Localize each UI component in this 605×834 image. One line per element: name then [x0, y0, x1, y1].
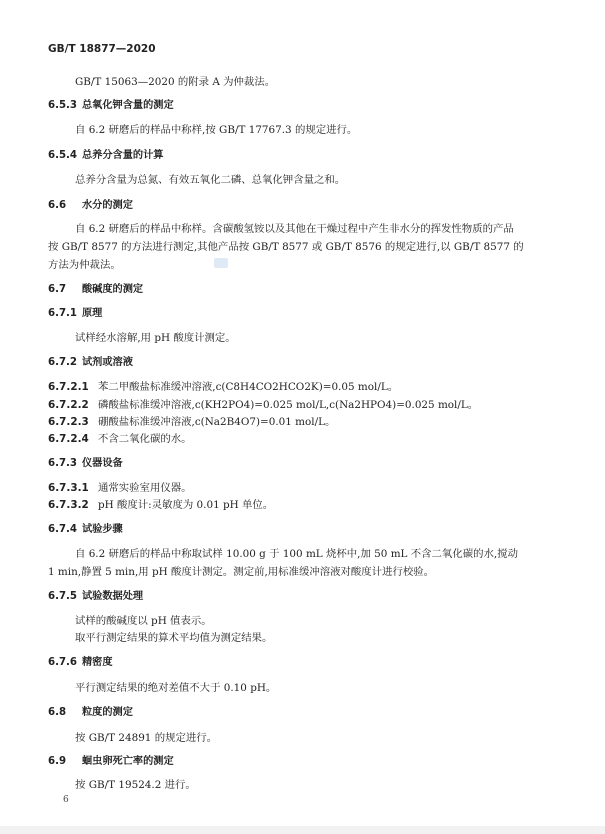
section-title: 总氧化钾含量的测定	[82, 100, 174, 111]
section-heading	[48, 356, 133, 370]
list-item	[48, 432, 192, 446]
section-title: 仪器设备	[82, 458, 123, 469]
item-text: 不含二氧化碳的水。	[98, 433, 192, 445]
list-item	[48, 415, 335, 429]
body-text: GB/T 15063—2020 的附录 A 为仲裁法。	[75, 76, 276, 88]
section-heading	[48, 656, 113, 670]
item-number: 6.7.3.1	[48, 482, 89, 494]
section-number: 6.7.2	[48, 357, 78, 368]
page-number: 6	[63, 795, 69, 805]
section-number: 6.5.3	[48, 100, 78, 111]
section-number: 6.7.3	[48, 458, 78, 469]
item-number: 6.7.3.2	[48, 499, 89, 511]
section-number: 6.7.1	[48, 308, 78, 319]
list-item	[48, 481, 192, 495]
section-title: 总养分含量的计算	[82, 150, 164, 161]
section-heading	[48, 457, 123, 471]
body-text-line: 取平行测定结果的算术平均值为测定结果。	[75, 632, 273, 644]
body-text-line: 自 6.2 研磨后的样品中称取试样 10.00 g 于 100 mL 烧杯中,加 50 mL 不含二氧化碳的水,搅动	[75, 548, 518, 560]
body-text-line: 方法为仲裁法。	[48, 259, 121, 271]
section-heading	[48, 283, 143, 297]
item-text: pH 酸度计:灵敏度为 0.01 pH 单位。	[98, 499, 274, 511]
section-number: 6.8	[48, 707, 67, 718]
body-text: 试样经水溶解,用 pH 酸度计测定。	[75, 332, 236, 344]
body-text-line: 自 6.2 研磨后的样品中称样。含碳酸氢铵以及其他在干燥过程中产生非水分的挥发性物质的产品	[75, 223, 514, 235]
section-number: 6.7.4	[48, 524, 78, 535]
section-number: 6.7.5	[48, 591, 78, 602]
scan-mark	[214, 258, 228, 268]
list-item	[48, 498, 273, 512]
body-text-line: 试样的酸碱度以 pH 值表示。	[75, 615, 212, 627]
section-title: 酸碱度的测定	[82, 284, 144, 295]
item-number: 6.7.2.2	[48, 399, 89, 411]
section-title: 蛔虫卵死亡率的测定	[82, 756, 174, 767]
item-text: 通常实验室用仪器。	[98, 482, 192, 494]
section-heading	[48, 149, 164, 163]
section-number: 6.7.6	[48, 657, 78, 668]
body-text: 自 6.2 研磨后的样品中称样,按 GB/T 17767.3 的规定进行。	[75, 124, 358, 136]
item-number: 6.7.2.4	[48, 433, 89, 445]
body-text: 总养分含量为总氮、有效五氧化二磷、总氧化钾含量之和。	[75, 174, 346, 186]
section-title: 精密度	[82, 657, 113, 668]
item-text: 磷酸盐标准缓冲溶液,c(KH2PO4)=0.025 mol/L,c(Na2HPO4)=0.025 mol/L。	[98, 399, 479, 411]
page-bottom-edge	[0, 826, 605, 834]
body-text-line: 1 min,静置 5 min,用 pH 酸度计测定。测定前,用标准缓冲溶液对酸度计进行校验。	[48, 566, 435, 578]
body-text: 平行测定结果的绝对差值不大于 0.10 pH。	[75, 682, 277, 694]
item-text: 硼酸盐标准缓冲溶液,c(Na2B4O7)=0.01 mol/L。	[98, 416, 336, 428]
section-number: 6.6	[48, 200, 67, 211]
section-number: 6.7	[48, 284, 67, 295]
list-item	[48, 398, 478, 412]
section-heading	[48, 99, 174, 113]
section-heading	[48, 590, 143, 604]
standard-number: GB/T 18877—2020	[48, 43, 156, 55]
item-number: 6.7.2.3	[48, 416, 89, 428]
section-title: 试剂或溶液	[82, 357, 133, 368]
section-heading	[48, 755, 174, 769]
section-heading	[48, 523, 123, 537]
body-text: 按 GB/T 19524.2 进行。	[75, 779, 196, 791]
list-item	[48, 380, 398, 394]
body-text-line: 按 GB/T 8577 的方法进行测定,其他产品按 GB/T 8577 或 GB/T 8576 的规定进行,以 GB/T 8577 的	[48, 241, 524, 253]
section-title: 原理	[82, 308, 103, 319]
section-title: 试验数据处理	[82, 591, 144, 602]
section-heading	[48, 706, 133, 720]
section-heading	[48, 199, 133, 213]
item-text: 苯二甲酸盐标准缓冲溶液,c(C8H4CO2HCO2K)=0.05 mol/L。	[98, 381, 399, 393]
item-number: 6.7.2.1	[48, 381, 89, 393]
section-number: 6.5.4	[48, 150, 78, 161]
section-title: 水分的测定	[82, 200, 133, 211]
body-text: 按 GB/T 24891 的规定进行。	[75, 732, 218, 744]
section-title: 粒度的测定	[82, 707, 133, 718]
section-heading	[48, 307, 102, 321]
section-title: 试验步骤	[82, 524, 123, 535]
section-number: 6.9	[48, 756, 67, 767]
